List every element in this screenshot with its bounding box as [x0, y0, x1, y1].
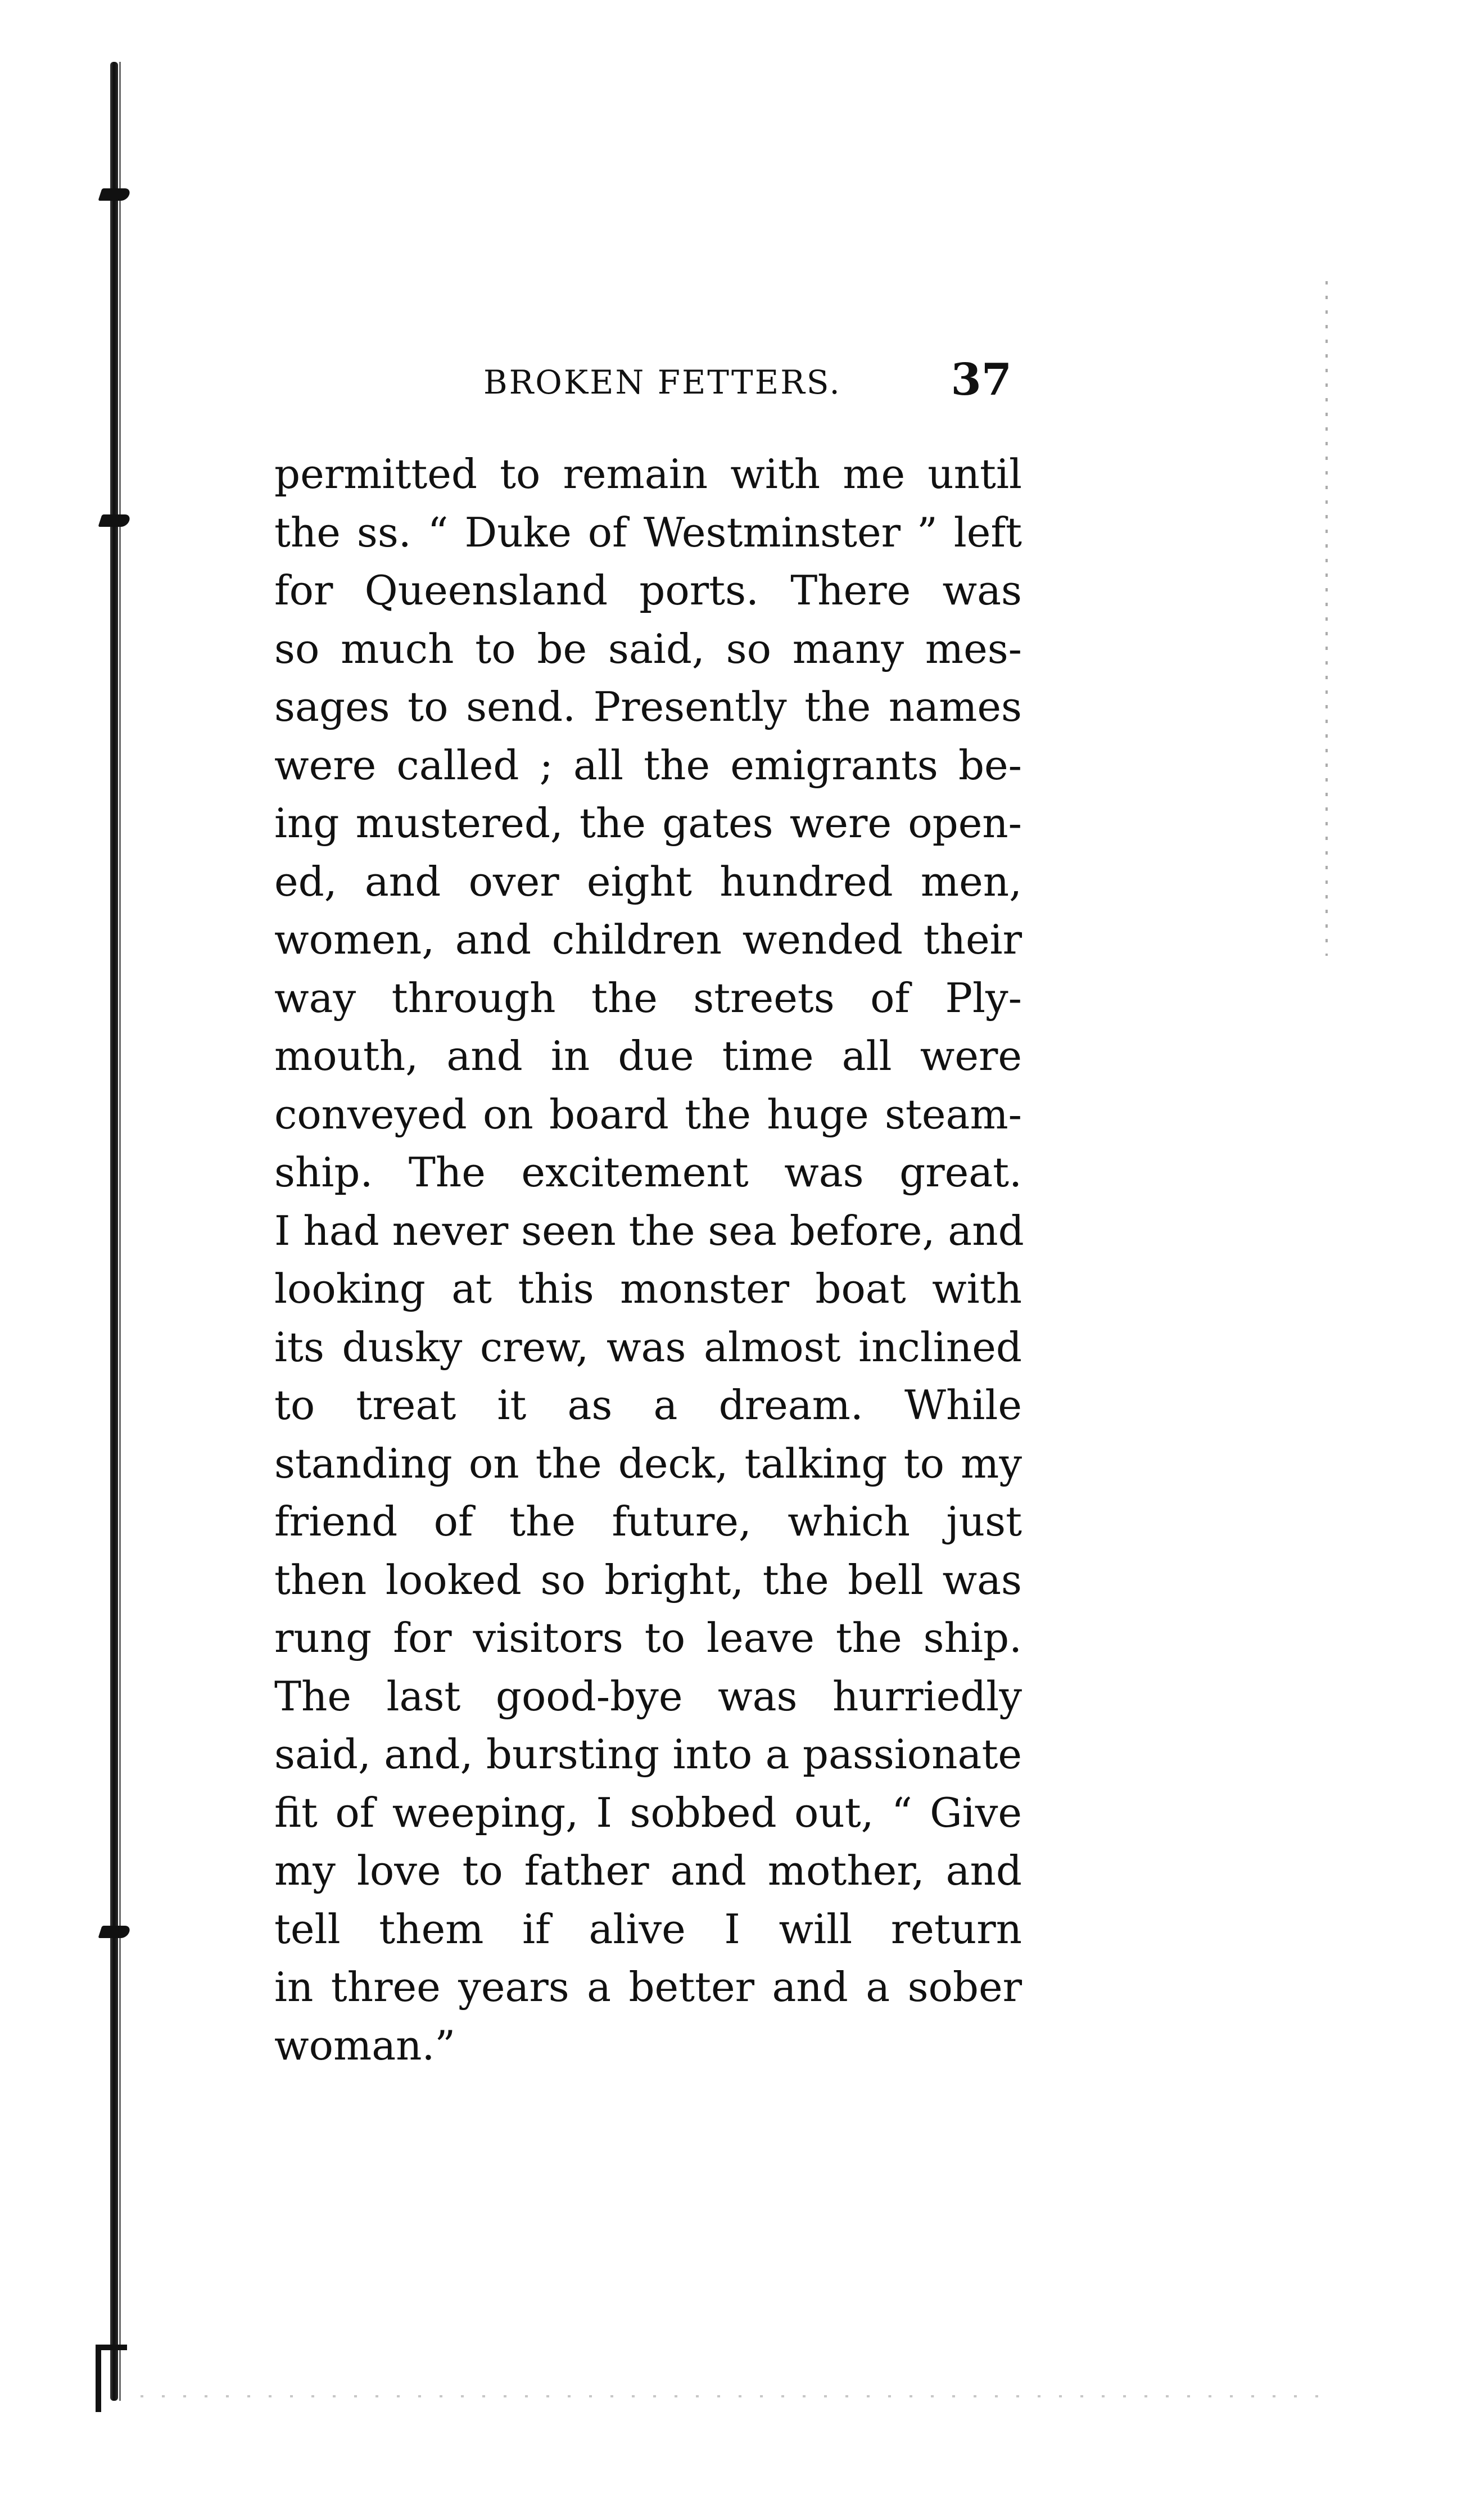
binding-stitch [98, 1926, 131, 1938]
binding-stitch [98, 514, 131, 527]
text-line: its dusky crew, was almost inclined [274, 1323, 1022, 1371]
text-line: so much to be said, so many mes- [274, 625, 1022, 672]
text-line-final: woman.” [274, 2021, 456, 2069]
running-head [483, 354, 1012, 405]
text-line: looking at this monster boat with [274, 1265, 1022, 1312]
text-line: to treat it as a dream. While [274, 1381, 1022, 1429]
binding-shadow-line [119, 62, 121, 2401]
text-line: way through the streets of Ply- [274, 974, 1022, 1022]
bottom-edge-speckles [141, 2395, 1327, 2397]
text-line: ship. The excitement was great. [274, 1149, 1022, 1196]
text-line: fit of weeping, I sobbed out, “ Give [274, 1789, 1022, 1836]
text-line: women, and children wended their [274, 916, 1022, 963]
text-line: mouth, and in due time all were [274, 1032, 1022, 1080]
page-number: 37 [951, 354, 1012, 405]
book-binding-edge [110, 62, 118, 2401]
text-line: in three years a better and a sober [274, 1963, 1022, 2011]
text-line: tell them if alive I will return [274, 1905, 1022, 1953]
body-text [274, 445, 1022, 2075]
text-line: standing on the deck, talking to my [274, 1439, 1022, 1487]
text-line: ing mustered, the gates were open- [274, 800, 1022, 847]
text-line: my love to father and mother, and [274, 1847, 1022, 1894]
running-title: BROKEN FETTERS. [483, 363, 841, 401]
text-line: permitted to remain with me until [274, 450, 1022, 498]
text-line: rung for visitors to leave the ship. [274, 1614, 1022, 1661]
text-line: were called ; all the emigrants be- [274, 741, 1022, 789]
text-line: conveyed on board the huge steam- [274, 1090, 1022, 1138]
text-line: the ss. “ Duke of Westminster ” left [274, 508, 1022, 556]
text-line: said, and, bursting into a passionate [274, 1731, 1022, 1778]
page-edge-speckles [1325, 281, 1328, 956]
text-line: I had never seen the sea before, and [274, 1207, 1024, 1254]
text-line: for Queensland ports. There was [274, 567, 1022, 614]
text-line: friend of the future, which just [274, 1498, 1022, 1545]
text-line: ed, and over eight hundred men, [274, 857, 1022, 905]
text-line: The last good-bye was hurriedly [274, 1672, 1022, 1720]
binding-tail [96, 2345, 127, 2412]
binding-stitch [98, 188, 131, 201]
text-line: sages to send. Presently the names [274, 683, 1022, 730]
text-line: then looked so bright, the bell was [274, 1556, 1022, 1604]
